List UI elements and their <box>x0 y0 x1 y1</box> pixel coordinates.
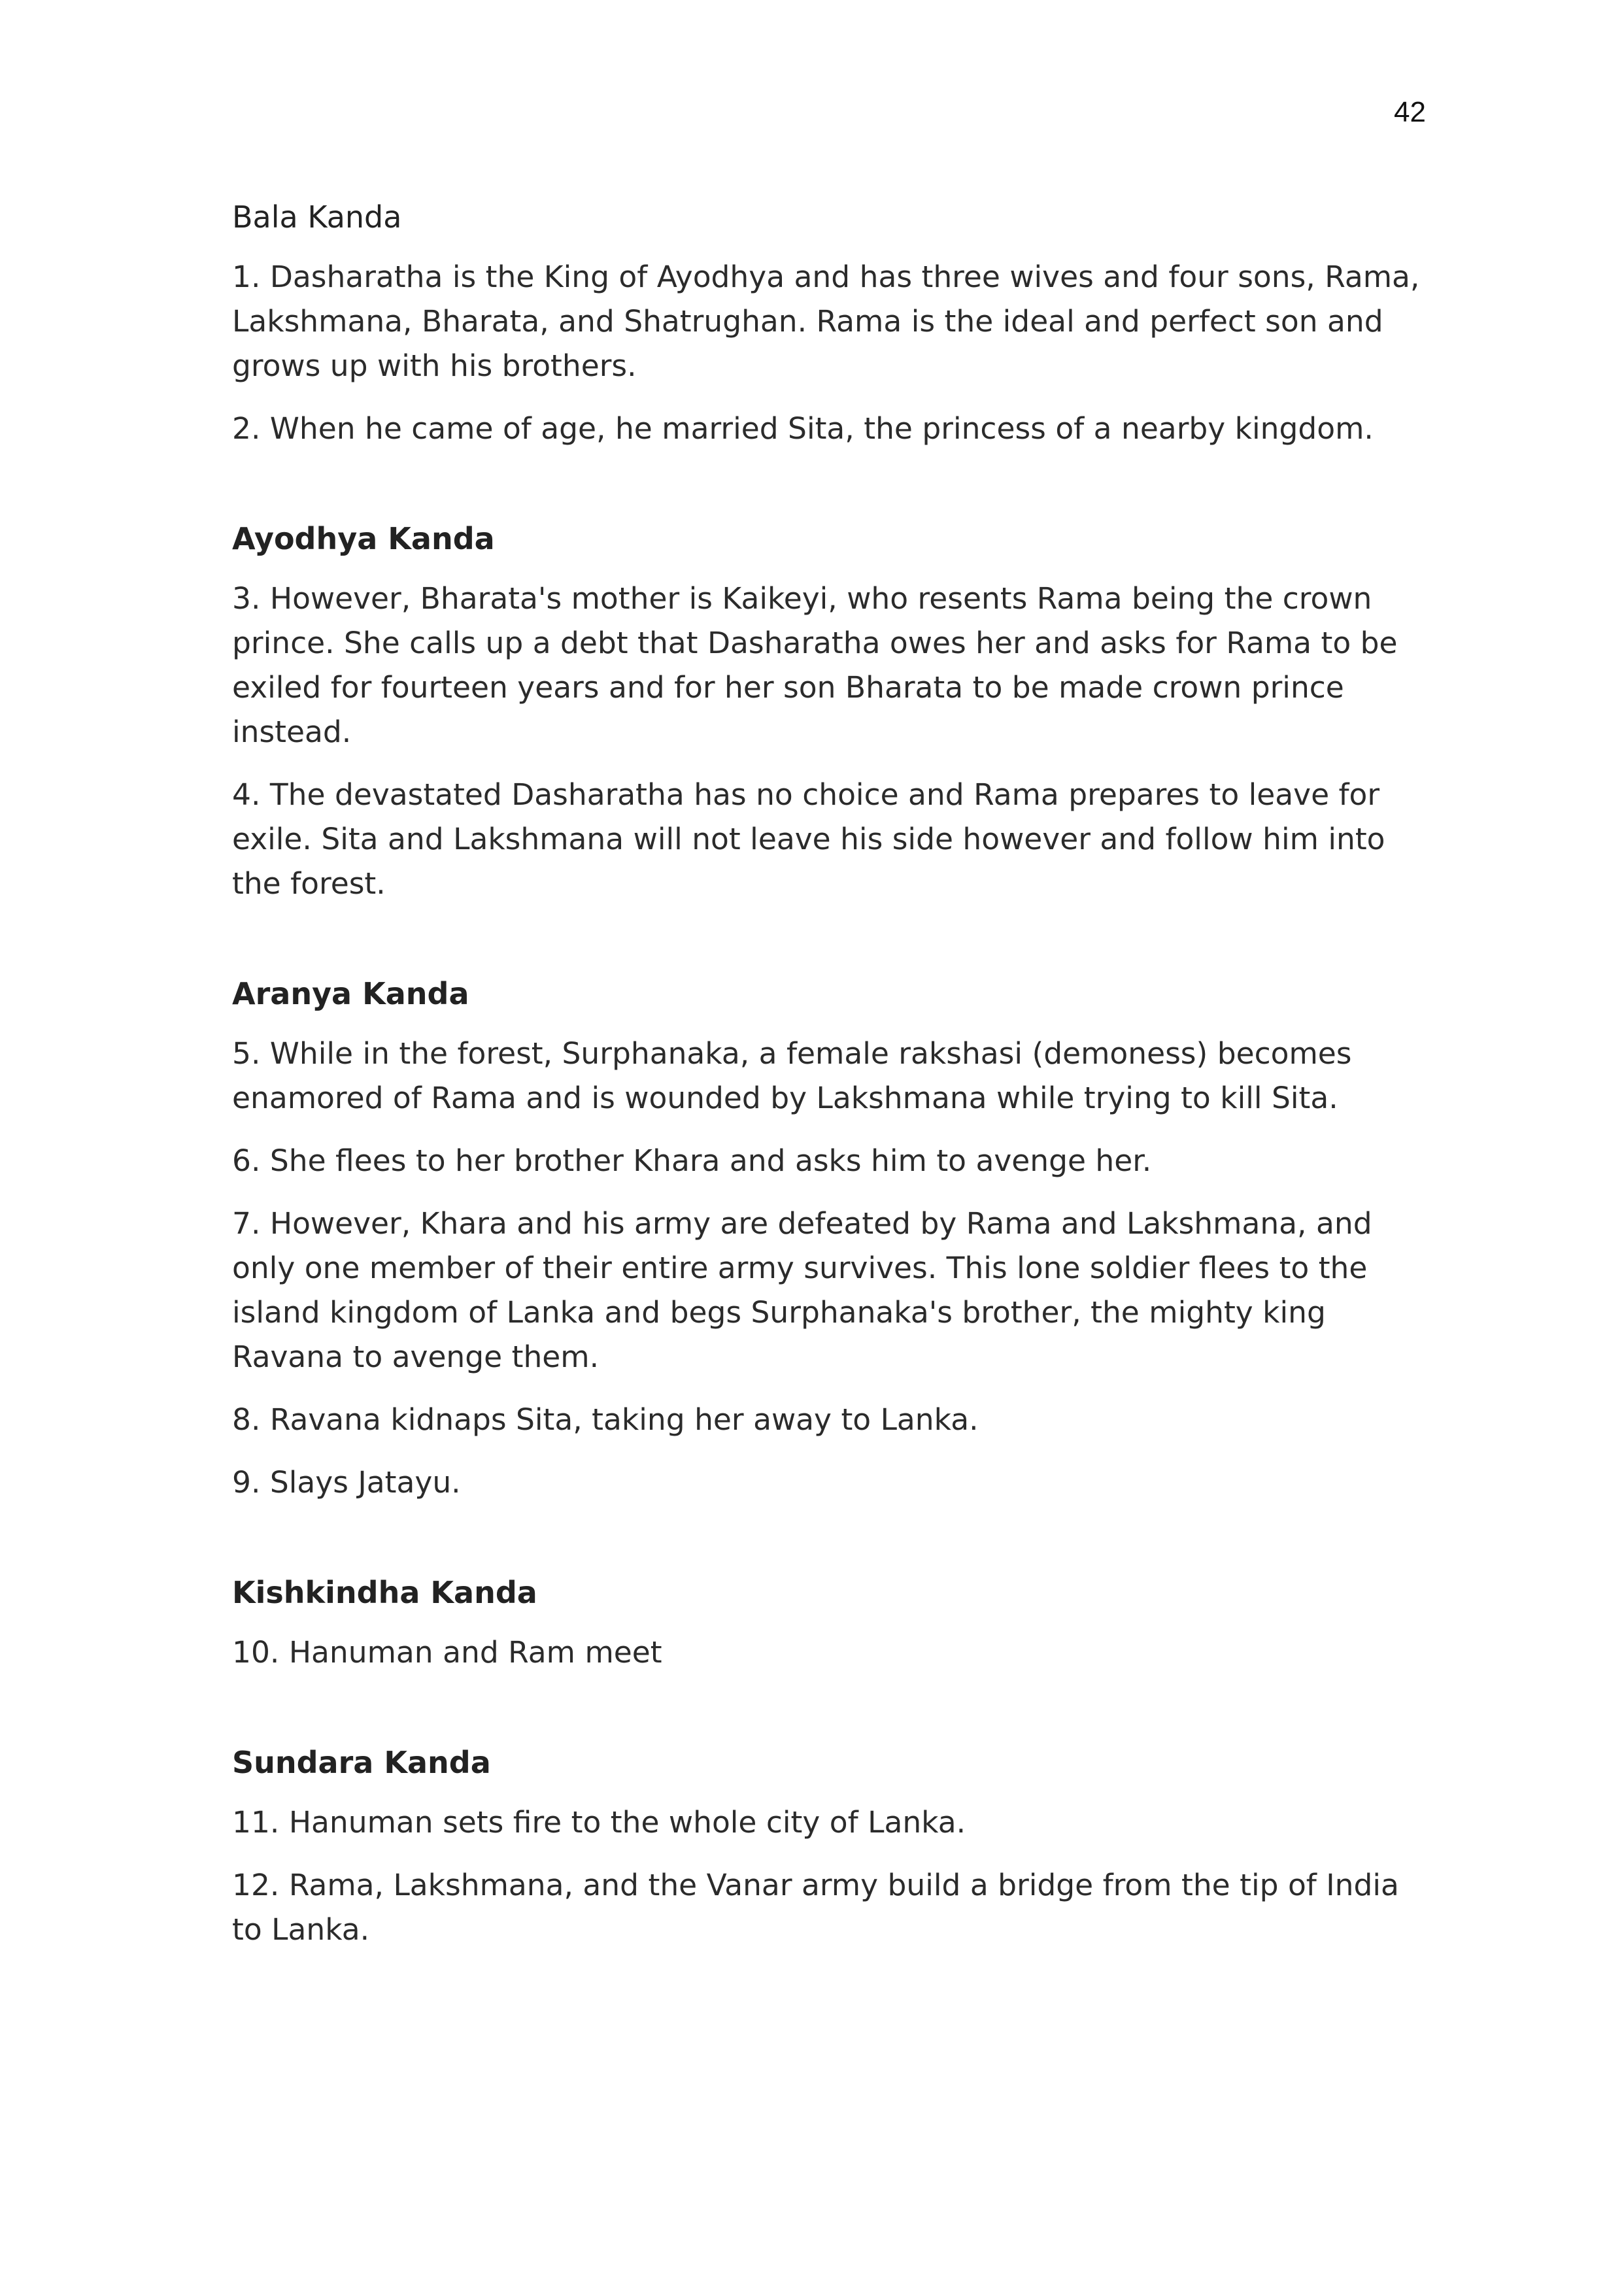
section-heading: Kishkindha Kanda <box>232 1575 537 1610</box>
paragraph: 10. Hanuman and Ram meet <box>232 1635 662 1670</box>
paragraph: 5. While in the forest, Surphanaka, a female rakshasi (demoness) becomes enamored of Rama and is wounded by Lakshmana while trying to kill Sita. <box>232 1036 1352 1115</box>
paragraph: 3. However, Bharata's mother is Kaikeyi, who resents Rama being the crown prince. She calls up a debt that Dasharatha owes her and asks for Rama to be exiled for fourteen years and for her son Bharata to be made crown prince instead. <box>232 581 1398 749</box>
section-heading: Ayodhya Kanda <box>232 521 495 556</box>
paragraph: 6. She flees to her brother Khara and asks him to avenge her. <box>232 1143 1152 1178</box>
paragraph: 1. Dasharatha is the King of Ayodhya and has three wives and four sons, Rama, Lakshmana, Bharata, and Shatrughan. Rama is the ideal and perfect son and grows up with his brothers. <box>232 260 1420 383</box>
paragraph: 12. Rama, Lakshmana, and the Vanar army build a bridge from the tip of India to Lanka. <box>232 1868 1399 1947</box>
document-content <box>232 195 1429 1970</box>
section-bala-kanda <box>232 195 1429 451</box>
paragraph: 11. Hanuman sets fire to the whole city of Lanka. <box>232 1805 966 1840</box>
paragraph: 7. However, Khara and his army are defeated by Rama and Lakshmana, and only one member of their entire army survives. This lone soldier flees to the island kingdom of Lanka and begs Surphanaka's brother, the mighty king Ravana to avenge them. <box>232 1206 1372 1374</box>
section-aranya-kanda <box>232 971 1429 1505</box>
section-heading: Aranya Kanda <box>232 976 469 1011</box>
paragraph: 2. When he came of age, he married Sita, the princess of a nearby kingdom. <box>232 411 1374 446</box>
paragraph: 8. Ravana kidnaps Sita, taking her away to Lanka. <box>232 1402 979 1437</box>
section-heading: Sundara Kanda <box>232 1745 491 1780</box>
page-number: 42 <box>1394 96 1426 128</box>
paragraph: 4. The devastated Dasharatha has no choice and Rama prepares to leave for exile. Sita and Lakshmana will not leave his side however and follow him into the forest. <box>232 777 1385 901</box>
section-heading: Bala Kanda <box>232 199 402 235</box>
section-sundara-kanda <box>232 1740 1429 1952</box>
paragraph: 9. Slays Jatayu. <box>232 1465 461 1500</box>
section-ayodhya-kanda <box>232 516 1429 906</box>
section-kishkindha-kanda <box>232 1570 1429 1675</box>
